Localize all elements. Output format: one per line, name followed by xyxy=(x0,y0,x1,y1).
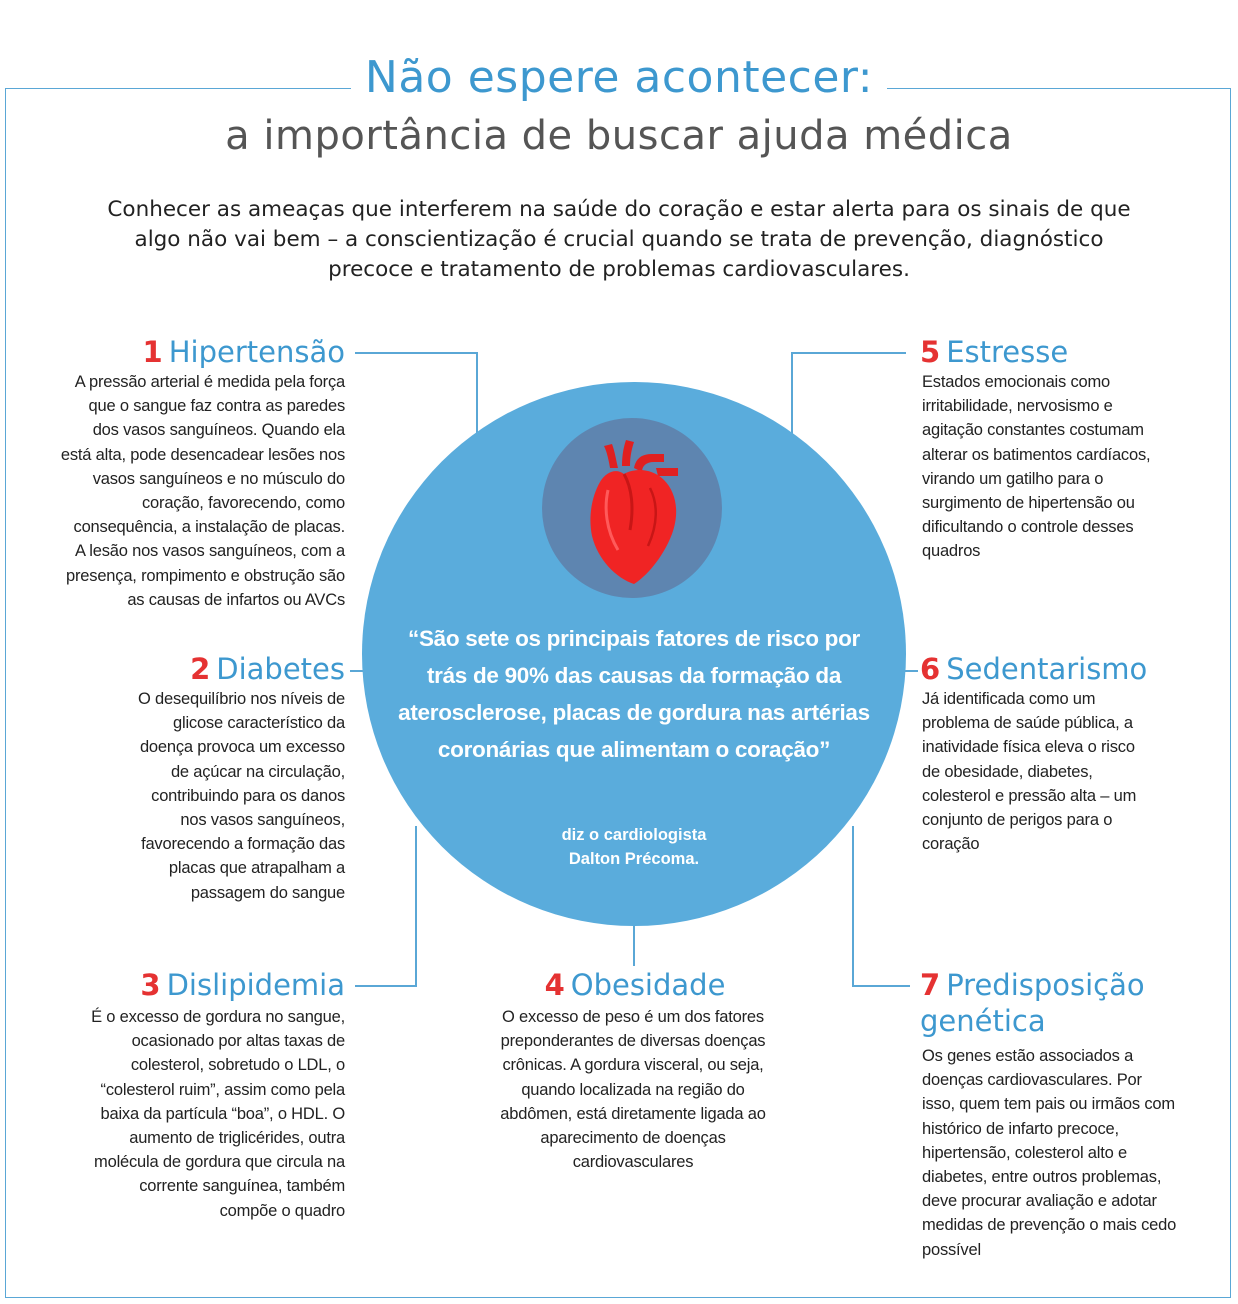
factor-3-title: Dislipidemia xyxy=(166,968,345,1002)
factor-2-title: Diabetes xyxy=(216,652,345,686)
page-subtitle: a importância de buscar ajuda médica xyxy=(225,113,1013,159)
factor-6-title: Sedentarismo xyxy=(946,652,1148,686)
factor-6-heading xyxy=(920,651,1147,687)
factor-7-text: Os genes estão associados a doenças cardiovasculares. Por isso, quem tem pais ou irmãos com histórico de infarto precoce, hipertensão, colesterol alto e diabetes, entre outros problemas, deve procurar avaliação e adotar medidas de prevenção o mais cedo possível xyxy=(922,1047,1177,1259)
title-wrap xyxy=(0,48,1238,108)
connector-6 xyxy=(904,670,918,672)
connector-1-v xyxy=(476,352,478,440)
factor-7-title: Predisposição genética xyxy=(920,968,1145,1038)
factor-1-text: A pressão arterial é medida pela força que o sangue faz contra as paredes dos vasos sanguíneos. Quando ela está alta, pode desencadear lesões nos vasos sanguíneos e no músculo do coração, favorecendo, como consequência, a instalação de placas. A lesão nos vasos sanguíneos, com a presença, rompimento e obstrução são as causas de infartos ou AVCs xyxy=(60,373,345,609)
factor-3-heading xyxy=(140,967,345,1003)
factor-4-title: Obesidade xyxy=(570,968,726,1002)
page-title: Não espere acontecer: xyxy=(351,48,887,108)
factor-3-text: É o excesso de gordura no sangue, ocasionado por altas taxas de colesterol, sobretudo o LDL, o “colesterol ruim”, assim como pela baixa da partícula “boa”, o HDL. O aumento de triglicérides, outra molécula de gordura que circula na corrente sanguínea, também compõe o quadro xyxy=(91,1008,345,1220)
connector-5-v xyxy=(791,352,793,440)
attribution-line2: Dalton Précoma. xyxy=(568,850,700,868)
factor-2-number: 2 xyxy=(190,652,211,686)
factor-6-number: 6 xyxy=(920,652,941,686)
factor-5-heading xyxy=(920,334,1068,370)
factor-6-text: Já identificada como um problema de saúde pública, a inatividade física eleva o risco de obesidade, diabetes, colesterol e pressão alta – um conjunto de perigos para o coração xyxy=(922,690,1137,854)
factor-3-number: 3 xyxy=(140,968,161,1002)
heart-icon xyxy=(572,438,692,588)
center-quote: “São sete os principais fatores de risco por trás de 90% das causas da formação da aterosclerose, placas de gordura nas artérias coronárias que alimentam o coração” xyxy=(398,626,870,762)
factor-7-number: 7 xyxy=(920,968,941,1002)
factor-5-text: Estados emocionais como irritabilidade, nervosismo e agitação constantes costumam alterar os batimentos cardíacos, virando um gatilho para o surgimento de hipertensão ou dificultando o controle desses quadros xyxy=(922,373,1151,561)
factor-5-number: 5 xyxy=(920,335,941,369)
factor-1-number: 1 xyxy=(142,335,163,369)
factor-4-text: O excesso de peso é um dos fatores preponderantes de diversas doenças crônicas. A gordura visceral, ou seja, quando localizada na região do abdômen, está diretamente ligada ao aparecimento de doenças cardiovasculares xyxy=(500,1008,766,1172)
factor-2-text: O desequilíbrio nos níveis de glicose característico da doença provoca um excesso de açúcar na circulação, contribuindo para os danos nos vasos sanguíneos, favorecendo a formação das placas que atrapalham a passagem do sangue xyxy=(138,690,345,902)
factor-5-title: Estresse xyxy=(946,335,1069,369)
factor-2-heading xyxy=(190,651,345,687)
quote-attribution xyxy=(392,823,876,871)
connector-5 xyxy=(791,352,906,354)
factor-4-number: 4 xyxy=(544,968,565,1002)
connector-7 xyxy=(852,985,910,987)
connector-3 xyxy=(355,985,417,987)
attribution-line1: diz o cardiologista xyxy=(561,826,707,844)
factor-4-heading xyxy=(470,967,800,1003)
factor-7-heading xyxy=(920,967,1160,1039)
intro-text: Conhecer as ameaças que interferem na saúde do coração e estar alerta para os sinais de que algo não vai bem – a conscientização é crucial quando se trata de prevenção, diagnóstico precoce e tratamento de problemas cardiovasculares. xyxy=(107,197,1131,282)
connector-1 xyxy=(355,352,477,354)
factor-1-heading xyxy=(143,334,345,370)
factor-1-title: Hipertensão xyxy=(168,335,345,369)
connector-4 xyxy=(633,926,635,966)
